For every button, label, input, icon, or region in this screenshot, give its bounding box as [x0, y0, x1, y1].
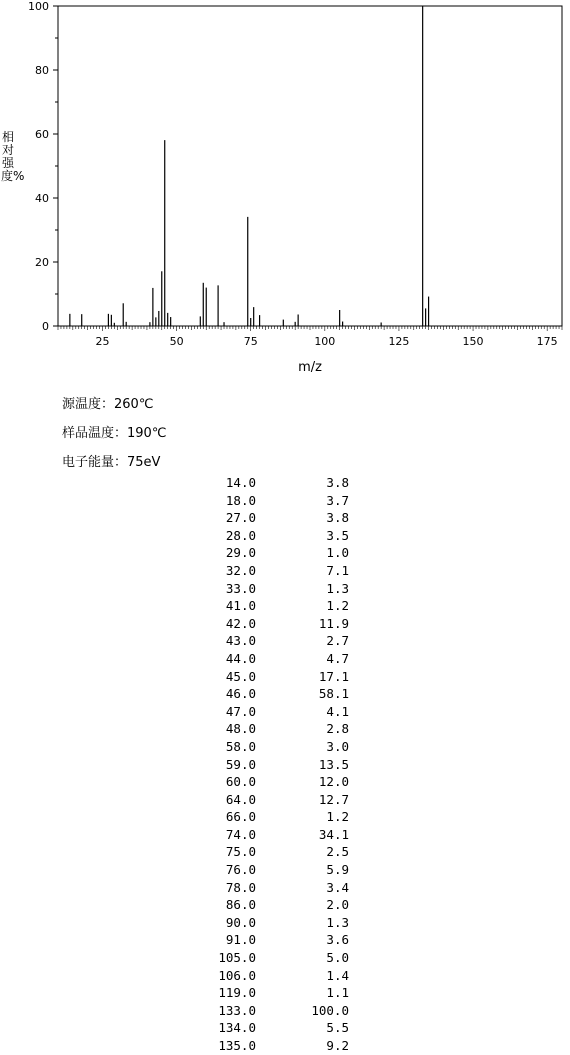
peak-row	[190, 668, 349, 686]
y-tick-label: 80	[35, 64, 49, 77]
peak-row	[190, 861, 349, 879]
peak-mz: 78.0	[225, 879, 256, 895]
param-label: 源温度：	[62, 397, 115, 412]
peak-mz: 41.0	[225, 598, 256, 614]
peak-row	[190, 879, 349, 897]
peak-intensity: 17.1	[318, 668, 349, 684]
peak-row	[190, 914, 349, 932]
y-axis-label: 相对强度%	[1, 130, 25, 183]
y-tick-label: 100	[28, 0, 49, 13]
peak-row	[190, 580, 349, 598]
peak-intensity: 1.3	[326, 914, 349, 930]
peak-row	[190, 1002, 349, 1020]
peak-mz: 14.0	[225, 475, 256, 490]
peak-intensity: 4.7	[326, 650, 349, 666]
peak-mz: 91.0	[225, 932, 256, 948]
x-tick-label: 75	[243, 335, 258, 348]
peak-intensity: 1.2	[326, 809, 349, 825]
peak-row	[190, 685, 349, 703]
param-row	[62, 421, 166, 450]
peak-row	[190, 632, 349, 650]
peak-mz: 28.0	[225, 527, 256, 543]
instrument-params	[62, 392, 166, 479]
peak-mz: 66.0	[225, 809, 256, 825]
y-tick-label: 60	[35, 128, 49, 141]
peak-mz: 75.0	[225, 844, 256, 860]
peak-intensity: 2.0	[326, 897, 349, 913]
peak-mz: 33.0	[225, 580, 256, 596]
peak-intensity: 1.1	[326, 985, 349, 1001]
peak-mz: 58.0	[225, 738, 256, 754]
peak-row	[190, 1037, 349, 1055]
param-value: 190℃	[127, 426, 167, 441]
peak-mz: 134.0	[218, 1020, 256, 1036]
peak-intensity: 3.0	[326, 738, 349, 754]
peak-mz: 86.0	[225, 897, 256, 913]
peak-row	[190, 474, 349, 492]
peak-mz: 27.0	[225, 510, 256, 526]
peak-mz: 32.0	[225, 562, 256, 578]
peak-row	[190, 544, 349, 562]
peak-mz: 60.0	[225, 774, 256, 790]
peak-intensity: 3.5	[326, 527, 349, 543]
plot-frame	[58, 6, 562, 326]
y-tick-label: 0	[42, 320, 49, 333]
peak-mz: 44.0	[225, 650, 256, 666]
peak-mz: 59.0	[225, 756, 256, 772]
y-tick-label: 20	[35, 256, 49, 269]
peak-intensity: 2.7	[326, 633, 349, 649]
peak-row	[190, 931, 349, 949]
param-label: 电子能量：	[62, 455, 128, 470]
peak-intensity: 58.1	[318, 686, 349, 702]
spectrum-peaks	[70, 6, 429, 326]
peak-intensity: 5.5	[326, 1020, 349, 1036]
x-axis-label: m/z	[298, 360, 322, 375]
peak-row	[190, 808, 349, 826]
param-row	[62, 450, 166, 479]
peak-mz: 48.0	[225, 721, 256, 737]
x-tick-label: 25	[95, 335, 110, 348]
peak-mz: 105.0	[218, 950, 256, 966]
param-value: 260℃	[114, 397, 154, 412]
x-tick-label: 100	[314, 335, 336, 348]
x-axis-ticks	[58, 326, 562, 348]
peak-mz: 64.0	[225, 791, 256, 807]
peak-row	[190, 738, 349, 756]
peak-intensity: 7.1	[326, 562, 349, 578]
peak-mz: 46.0	[225, 686, 256, 702]
peak-row	[190, 773, 349, 791]
peak-intensity: 1.2	[326, 598, 349, 614]
peak-mz: 119.0	[218, 985, 256, 1001]
peak-row	[190, 967, 349, 985]
plot-border	[58, 6, 562, 326]
peak-intensity: 100.0	[311, 1002, 349, 1018]
peak-intensity: 1.3	[326, 580, 349, 596]
x-tick-label: 50	[169, 335, 184, 348]
peak-row	[190, 843, 349, 861]
peak-mz: 42.0	[225, 615, 256, 631]
peak-table	[190, 474, 349, 1055]
peak-mz: 47.0	[225, 703, 256, 719]
mass-spectrum-chart	[0, 0, 570, 380]
peak-row	[190, 650, 349, 668]
peak-row	[190, 562, 349, 580]
x-tick-label: 175	[536, 335, 558, 348]
peak-row	[190, 703, 349, 721]
peak-row	[190, 756, 349, 774]
y-axis-ticks	[28, 0, 58, 333]
param-label: 样品温度：	[62, 426, 128, 441]
x-tick-label: 125	[388, 335, 410, 348]
peak-row	[190, 527, 349, 545]
peak-intensity: 3.8	[326, 510, 349, 526]
peak-row	[190, 896, 349, 914]
peak-mz: 29.0	[225, 545, 256, 561]
param-value: 75eV	[127, 455, 161, 470]
peak-mz: 74.0	[225, 826, 256, 842]
peak-mz: 135.0	[218, 1038, 256, 1053]
peak-mz: 106.0	[218, 967, 256, 983]
peak-intensity: 11.9	[318, 615, 349, 631]
peak-intensity: 3.8	[326, 475, 349, 490]
peak-row	[190, 509, 349, 527]
peak-intensity: 9.2	[326, 1038, 349, 1053]
peak-intensity: 2.8	[326, 721, 349, 737]
peak-row	[190, 1019, 349, 1037]
peak-intensity: 5.9	[326, 862, 349, 878]
peak-intensity: 12.0	[318, 774, 349, 790]
peak-intensity: 1.4	[326, 967, 349, 983]
peak-row	[190, 720, 349, 738]
peak-row	[190, 949, 349, 967]
peak-mz: 133.0	[218, 1002, 256, 1018]
peak-intensity: 4.1	[326, 703, 349, 719]
peak-intensity: 2.5	[326, 844, 349, 860]
x-tick-label: 150	[462, 335, 484, 348]
peak-intensity: 5.0	[326, 950, 349, 966]
peak-intensity: 12.7	[318, 791, 349, 807]
peak-row	[190, 492, 349, 510]
y-tick-label: 40	[35, 192, 49, 205]
peak-intensity: 3.7	[326, 492, 349, 508]
peak-row	[190, 984, 349, 1002]
peak-intensity: 34.1	[318, 826, 349, 842]
peak-intensity: 13.5	[318, 756, 349, 772]
peak-mz: 18.0	[225, 492, 256, 508]
peak-mz: 90.0	[225, 914, 256, 930]
peak-row	[190, 615, 349, 633]
peak-intensity: 3.6	[326, 932, 349, 948]
peak-mz: 45.0	[225, 668, 256, 684]
peak-intensity: 3.4	[326, 879, 349, 895]
peak-row	[190, 597, 349, 615]
peak-row	[190, 791, 349, 809]
peak-mz: 43.0	[225, 633, 256, 649]
peak-row	[190, 826, 349, 844]
peak-mz: 76.0	[225, 862, 256, 878]
peak-intensity: 1.0	[326, 545, 349, 561]
param-row	[62, 392, 166, 421]
